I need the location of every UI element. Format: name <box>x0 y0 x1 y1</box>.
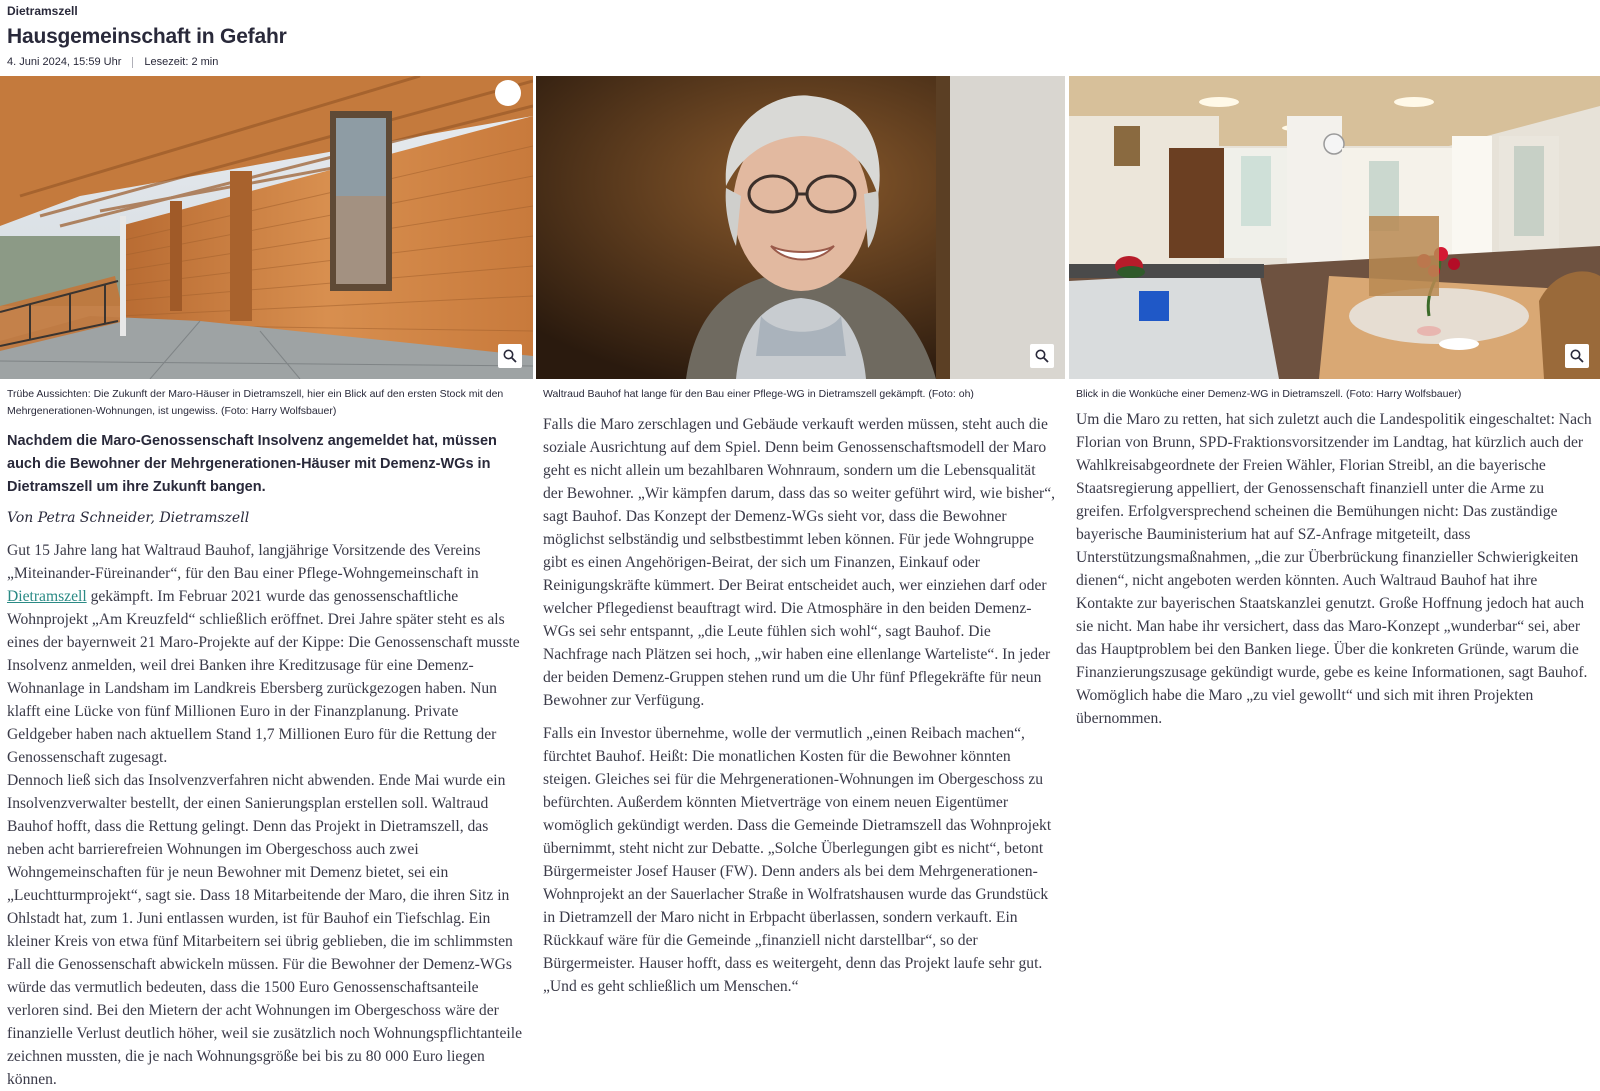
reading-time: Lesezeit: 2 min <box>144 56 219 68</box>
balcony-photo-illustration <box>0 76 533 379</box>
link-dietramszell[interactable]: Dietramszell <box>7 588 87 605</box>
article-column-3 <box>1069 76 1600 1091</box>
article-header <box>7 3 1587 70</box>
article-author: Von Petra Schneider, Dietramszell <box>7 510 250 526</box>
article-column-2 <box>536 76 1065 1091</box>
meta-divider <box>132 57 133 68</box>
article-lead: Nachdem die Maro-Genossenschaft Insolvenz angemeldet hat, müssen auch die Bewohner der Mehrgenerationen-Häuser mit Demenz-WGs in Dietramszell um ihre Zukunft bangen. <box>7 433 497 495</box>
zoom-button[interactable] <box>1565 344 1589 368</box>
paragraph-1-start: Gut 15 Jahre lang hat Waltraud Bauhof, langjährige Vorsitzende des Vereins „Miteinander-Füreinander“, für den Bau einer Pflege-Wohngemeinschaft in <box>7 542 481 582</box>
body-text-column-1 <box>0 529 533 1091</box>
zoom-button[interactable] <box>498 344 522 368</box>
article-kicker: Dietramszell <box>7 4 78 18</box>
article-date: 4. Juni 2024, 15:59 Uhr <box>7 56 122 68</box>
paragraph-5: Um die Maro zu retten, hat sich zuletzt auch die Landespolitik eingeschaltet: Nach Florian von Brunn, SPD-Fraktionsvorsitzender im Landtag, hat kürzlich auch der Wahlkreisabgeordnete der Freien Wähler, Florian Streibl, an die bayerische Staatsregierung appelliert, der Genossenschaft finanziell unter die Arme zu greifen. Erfolgversprechend scheinen die Bemühungen nicht: Das zuständige bayerische Bauministerium hat auf SZ-Anfrage mitgeteilt, dass Unterstützungsmaßnahmen, „die zur Überbrückung finanzieller Schwierigkeiten dienen“, nicht angeboten werden könnten. Auch Waltraud Bauhof hat ihre Kontakte zur bayerischen Staatskanzlei genutzt. Große Hoffnung jedoch hat auch sie nicht. Man habe ihr versichert, dass das Maro-Konzept „wunderbar“ sei, aber das Hauptproblem bei den Banken liege. Über die konkreten Gründe, warum die Finanzierungszusage gekündigt wurde, gebe es keine Informationen, sagt Bauhof. Womöglich habe die Maro „zu viel gewollt“ und sich mit ihren Projekten übernommen. <box>1076 411 1592 727</box>
photo-house-balcony[interactable] <box>0 76 533 379</box>
image-caption-1: Trübe Aussichten: Die Zukunft der Maro-Häuser in Dietramszell, hier ein Blick auf den ersten Stock mit den Mehrgenerationen-Wohnungen, ist ungewiss. (Foto: Harry Wolfsbauer) <box>7 388 504 417</box>
photo-kitchen[interactable] <box>1069 76 1600 379</box>
magnifier-icon <box>1035 349 1049 363</box>
image-caption-2: Waltraud Bauhof hat lange für den Bau einer Pflege-WG in Dietramszell gekämpft. (Foto: oh) <box>543 388 974 400</box>
body-text-column-2 <box>536 403 1065 998</box>
paragraph-4: Falls ein Investor übernehme, wolle der vermutlich „einen Reibach machen“, fürchtet Bauhof. Heißt: Die monatlichen Kosten für die Bewohner könnten steigen. Gleiches sei für die Mehrgenerationen-Wohnungen im Obergeschoss zu befürchten. Außerdem könnten Mietverträge von einem neuen Eigentümer womöglich gekündigt werden. Dass die Gemeinde Dietramszell das Wohnprojekt übernimmt, steht nicht zur Debatte. „Solche Überlegungen gibt es nicht“, betont Bürgermeister Josef Hauser (FW). Denn anders als bei dem Mehrgenerationen-Wohnprojekt an der Sauerlacher Straße in Wolfratshausen wurde das Grundstück in Dietramzell der Maro nicht in Erbpacht überlassen, sondern verkauft. Ein Rückkauf wäre für die Gemeinde „finanziell nicht darstellbar“, so der Bürgermeister. Hauser hofft, dass es weitergeht, denn das Projekt laufe sehr gut. „Und es geht schließlich um Menschen.“ <box>543 725 1052 995</box>
magnifier-icon <box>503 349 517 363</box>
kitchen-photo-illustration <box>1069 76 1600 379</box>
zoom-button[interactable] <box>1030 344 1054 368</box>
paragraph-2: Dennoch ließ sich das Insolvenzverfahren nicht abwenden. Ende Mai wurde ein Insolvenzverwalter bestellt, der einen Sanierungsplan erstellen soll. Waltraud Bauhof hofft, dass die Rettung gelingt. Denn das Projekt in Dietramszell, das neben acht barrierefreien Wohnungen im Obergeschoss auch zwei Wohngemeinschaften für je neun Bewohner mit Demenz bietet, sei ein „Leuchtturmprojekt“, sagt sie. Dass 18 Mitarbeitende der Maro, die ihren Sitz in Ohlstadt hat, zum 1. Juni entlassen wurden, ist für Bauhof ein Tiefschlag. Ein kleiner Kreis von etwa fünf Mitarbeitern sei übrig geblieben, die im schlimmsten Fall die Genossenschaft abwickeln müssen. Für die Bewohner der Demenz-WGs würde das vermutlich bedeuten, dass die 1500 Euro Genossenschaftsanteile verloren sind. Bei den Mietern der acht Wohnungen im Obergeschoss wäre der finanzielle Verlust deutlich höher, weil sie zusätzlich noch Wohnungspflichtanteile zeichnen mussten, die je nach Wohnungsgröße bei bis zu 80 000 Euro liegen können. <box>7 772 523 1088</box>
article-meta <box>7 54 1587 70</box>
body-text-column-3 <box>1069 403 1600 730</box>
image-caption-3: Blick in die Wonküche einer Demenz-WG in Dietramszell. (Foto: Harry Wolfsbauer) <box>1076 388 1462 400</box>
paragraph-3: Falls die Maro zerschlagen und Gebäude verkauft werden müssen, steht auch die soziale Ausrichtung auf dem Spiel. Denn beim Genossenschaftsmodell der Maro geht es nicht allein um bezahlbaren Wohnraum, sondern um die Lebensqualität der Bewohner. „Wir kämpfen darum, dass das so weiter geführt wird, wie bisher“, sagt Bauhof. Das Konzept der Demenz-WGs sieht vor, dass die Bewohner möglichst selbständig und selbstbestimmt leben können. Für jede Wohngruppe gibt es einen Angehörigen-Beirat, der sich um Finanzen, Einkauf oder Reinigungskräfte kümmert. Der Beirat entscheidet auch, wer einziehen darf oder welcher Pflegedienst beauftragt wird. Die Atmosphäre in den beiden Demenz-WGs sei sehr entspannt, „die Leute fühlen sich wohl“, sagt Bauhof. Die Nachfrage nach Plätzen sei hoch, „wir haben eine ellenlange Warteliste“. In jeder der beiden Demenz-Gruppen stehen rund um die Uhr fünf Pflegekräfte für neun Bewohner zur Verfügung. <box>543 416 1056 709</box>
article-headline: Hausgemeinschaft in Gefahr <box>7 25 287 48</box>
paragraph-1 <box>7 539 526 769</box>
paragraph-1-end: gekämpft. Im Februar 2021 wurde das genossenschaftliche Wohnprojekt „Am Kreuzfeld“ schließlich eröffnet. Drei Jahre später steht es als eines der bayernweit 21 Maro-Projekte auf der Kippe: Die Genossenschaft musste Insolvenz anmelden, weil drei Banken ihre Kreditzusage für eine Demenz-Wohnanlage in Landsham im Landkreis Ebersberg zurückgezogen haben. Nun klafft eine Lücke von fünf Millionen Euro in der Finanzplanung. Private Geldgeber haben nach aktuellem Stand 1,7 Millionen Euro für die Rettung der Genossenschaft zugesagt. <box>7 588 520 766</box>
portrait-photo-illustration <box>536 76 1065 379</box>
bookmark-icon[interactable] <box>495 80 521 106</box>
article-column-1 <box>0 76 533 1091</box>
magnifier-icon <box>1570 349 1584 363</box>
photo-portrait-bauhof[interactable] <box>536 76 1065 379</box>
